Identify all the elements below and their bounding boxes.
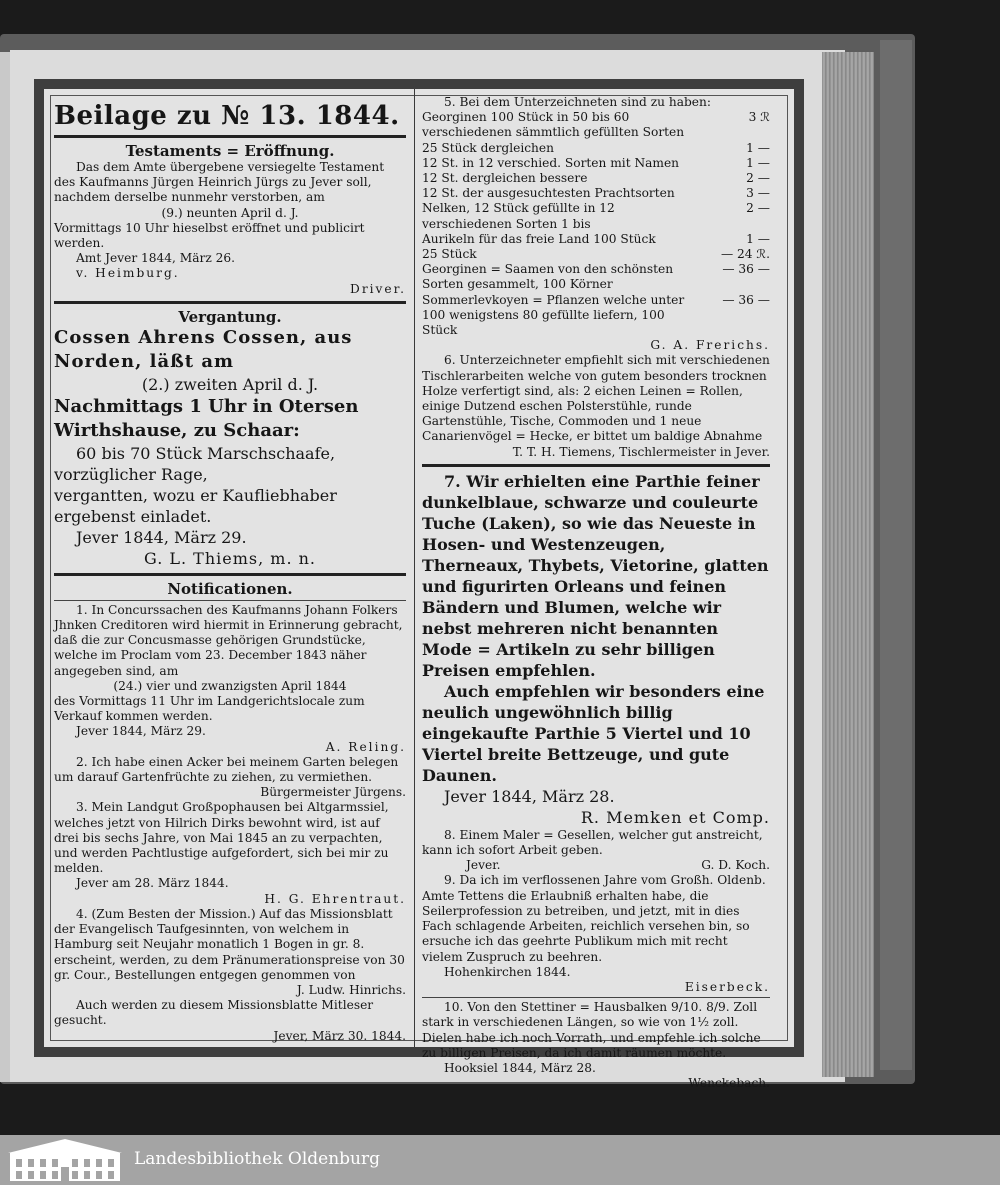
left-column [54,89,406,1044]
testament-heading: Testaments = Eröffnung. [125,142,335,160]
price-row [422,201,770,231]
price-item-value: 2 — [746,171,770,186]
notice-rule [422,997,770,998]
notice-7-place: Jever 1844, März 28. [444,786,615,806]
vergantung-signer: G. L. Thiems, m. n. [143,548,317,568]
price-item-label: Georginen = Saamen von den schönsten Sorten gesammelt, 100 Körner [422,262,674,292]
cover-edge [880,40,912,1070]
price-item-value: 3 ℛ [748,110,770,125]
title-rule [54,135,406,138]
newspaper-frame [34,79,804,1091]
price-row [422,186,770,201]
right-column [422,89,770,1091]
testament-signer2: Driver. [350,281,406,296]
price-row [422,156,770,171]
notification-1-b: des Vormittags 11 Uhr im Landgerichtslocale zum Verkauf kommen werden. [54,694,365,724]
price-item-label: Nelken, 12 Stück gefüllte in 12 verschiedenen Sorten 1 bis [422,201,615,231]
price-row [422,247,770,262]
notice-8: 8. Einem Maler = Gesellen, welcher gut anstreicht, kann ich sofort Arbeit geben. [422,827,763,858]
price-row [422,141,770,156]
notice-10-signer: Wenckebach. [688,1076,770,1091]
notification-2-signer: Bürgermeister Jürgens. [260,785,406,800]
notifications-rule [54,600,406,601]
price-item-value: — 36 — [722,292,770,307]
price-item-value: 2 — [746,201,770,216]
price-item-label: 12 St. in 12 verschied. Sorten mit Namen [422,155,680,170]
notification-1-signer: A. Reling. [325,739,406,754]
notice-9-signer: Eiserbeck. [684,979,770,994]
notice-9: 9. Da ich im verflossenen Jahre vom Großh. Oldenb. Amte Tettens die Erlaubniß erhalten habe, die Seilerprofession zu betreiben, und jetzt, mit in dies Fach schlagende Arbeiten, reichlich versehen bin, so ersuche ich das geehrte Publikum mich mit recht vielem Zuspruch zu beehren. [422,873,766,964]
price-item-label: 12 St. der ausgesuchtesten Prachtsorten [422,186,675,201]
notification-4-place: Jever, März 30. 1844. [273,1028,406,1043]
testament-signer1: v. Heimburg. [76,266,180,281]
price-item-label: 25 Stück dergleichen [422,140,554,155]
section-rule [54,573,406,576]
notice-10-place: Hooksiel 1844, März 28. [444,1060,596,1075]
notice-6-signer: T. T. H. Tiemens, Tischlermeister in Jever. [512,444,770,459]
notification-4-b: Auch werden zu diesem Missionsblatte Mitleser gesucht. [54,998,374,1028]
vergantung-line5: vergantten, wozu er Kaufliebhaber ergebenst einladet. [54,485,337,526]
notification-2: 2. Ich habe einen Acker bei meinem Garten belegen um darauf Gartenfrüchte zu ziehen, zu vermiethen. [54,754,399,785]
library-name: Landesbibliothek Oldenburg [134,1149,381,1169]
page-title: Beilage zu № 13. 1844. [54,101,400,131]
notice-9-place: Hohenkirchen 1844. [444,964,571,979]
price-item-value: — 24 ℛ. [720,247,770,262]
vergantung-place: Jever 1844, März 29. [76,527,247,547]
vergantung-line3: Nachmittags 1 Uhr in Otersen Wirthshause, zu Schaar: [54,395,359,441]
column-divider [414,89,415,1047]
testament-body: Das dem Amte übergebene versiegelte Testament des Kaufmanns Jürgen Heinrich Jürgs zu Jever soll, nachdem derselbe nunmehr verstorben, am [54,160,385,205]
testament-place: Amt Jever 1844, März 26. [76,251,236,266]
page-stack [822,52,874,1077]
notice-6: 6. Unterzeichneter empfiehlt sich mit verschiedenen Tischlerarbeiten welche von gutem besonders trocknen Holze verfertigt sind, als: 2 eichen Leinen = Rollen, einige Dutzend eschen Polsterstühle, runde Gartenstühle, Tische, Commoden und 1 neue Canarienvögel = Hecke, er bittet um baldige Abnahme [422,353,770,444]
notification-1-date: (24.) vier und zwanzigsten April 1844 [113,678,347,693]
price-item-value: — 36 — [722,262,770,277]
vergantung-heading: Vergantung. [178,307,282,326]
notice-8-footer [422,858,770,873]
price-item-label: Sommerlevkoyen = Pflanzen welche unter 100 wenigstens 80 gefüllte liefern, 100 Stück [422,292,685,338]
notification-4: 4. (Zum Besten der Mission.) Auf das Missionsblatt der Evangelisch Taufgesinnten, von welchem in Hamburg seit Neujahr monatlich 1 Bogen in gr. 8. erscheint, werden, zu dem Pränumerationspreise von 30 gr. Cour., Bestellungen entgegen genommen von [54,906,405,982]
price-row [422,232,770,247]
notification-3-place: Jever am 28. März 1844. [76,876,229,891]
notifications-heading: Notificationen. [167,579,293,598]
notification-3: 3. Mein Landgut Großpophausen bei Altgarmssiel, welches jetzt von Hilrich Dirks bewohnt wird, ist auf drei bis sechs Jahre, von Mai 1845 an zu verpachten, und werden Pachtlustige aufgefordert, sich bei mir zu melden. [54,800,389,876]
price-row [422,262,770,292]
price-item-value: 3 — [746,186,770,201]
price-item-label: Aurikeln für das freie Land 100 Stück [422,231,656,246]
section-rule [54,301,406,304]
notice-10: 10. Von den Stettiner = Hausbalken 9/10. 8/9. Zoll stark in verschiedenen Längen, so wie von 1½ zoll. Dielen habe ich noch Vorrath, und empfehle ich solche zu billigen Preisen, da ich damit räumen möchte. [422,1000,761,1060]
price-row [422,171,770,186]
notice-7: 7. Wir erhielten eine Parthie feiner dunkelblaue, schwarze und couleurte Tuche (Laken), so wie das Neueste in Hosen- und Westenzeugen, Therneaux, Thybets, Vietorine, glatten und figurirten Orleans und feinen Bändern und Blumen, welche wir nebst mehreren nicht benannten Mode = Artikeln zu sehr billigen Preisen empfehlen. [422,471,769,680]
price-item-value: 1 — [746,231,770,246]
testament-body2: Vormittags 10 Uhr hieselbst eröffnet und publicirt werden. [54,220,365,251]
price-item-label: 25 Stück [422,247,477,262]
notice-7-signer: R. Memken et Comp. [580,807,770,827]
vergantung-line2: (2.) zweiten April d. J. [141,374,319,394]
testament-date: (9.) neunten April d. J. [161,205,299,220]
notice-5-signer: G. A. Frerichs. [650,338,770,353]
notice-8-signer: G. D. Koch. [701,858,770,873]
section-rule [422,464,770,467]
vergantung-line4: 60 bis 70 Stück Marschschaafe, vorzüglicher Rage, [54,443,336,484]
price-row [422,293,770,339]
price-list [422,110,770,338]
vergantung-line1: Cossen Ahrens Cossen, aus Norden, läßt am [54,326,353,372]
notification-1-place: Jever 1844, März 29. [76,724,206,739]
notification-1: 1. In Concurssachen des Kaufmanns Johann Folkers Jhnken Creditoren wird hiermit in Erinnerung gebracht, daß die zur Concusmasse gehörigen Grundstücke, welche im Proclam vom 23. December 1843 näher angegeben sind, am [54,602,403,678]
notice-8-place: Jever. [466,858,501,873]
notification-3-signer: H. G. Ehrentraut. [264,891,406,906]
notice-5-intro: 5. Bei dem Unterzeichneten sind zu haben: [444,95,711,109]
price-item-label: 12 St. dergleichen bessere [422,171,588,186]
library-building-icon [8,1139,122,1181]
price-item-label: Georginen 100 Stück in 50 bis 60 verschiedenen sämmtlich gefüllten Sorten [422,110,685,140]
notification-4-signer: J. Ludw. Hinrichs. [296,982,406,997]
price-row [422,110,770,140]
footer-bar [0,1135,1000,1185]
price-item-value: 1 — [746,140,770,155]
notice-7-b: Auch empfehlen wir besonders eine neulich ungewöhnlich billig eingekaufte Parthie 5 Viertel und 10 Viertel breite Bettzeuge, und gute Daunen. [422,681,765,785]
price-item-value: 1 — [746,155,770,170]
